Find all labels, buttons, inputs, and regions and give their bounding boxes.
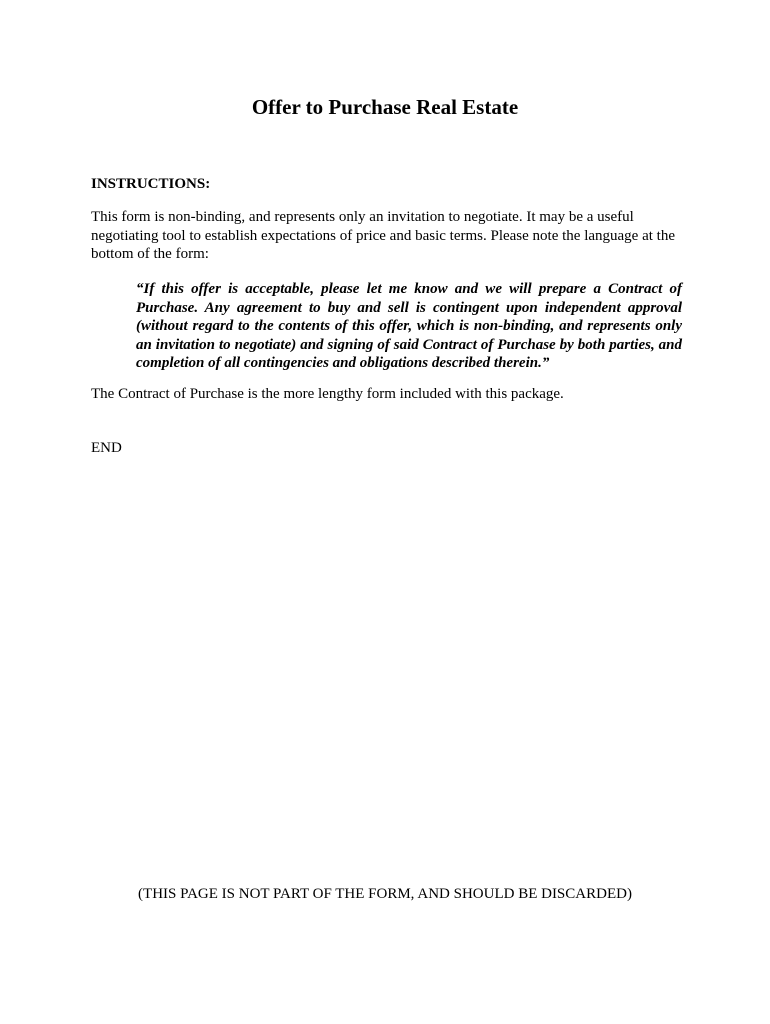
instructions-heading: INSTRUCTIONS: bbox=[91, 176, 211, 192]
discard-notice: (THIS PAGE IS NOT PART OF THE FORM, AND SHOULD BE DISCARDED) bbox=[138, 886, 632, 902]
quoted-form-language: “If this offer is acceptable, please let me know and we will prepare a Contract of Purchase. Any agreement to buy and sell is contingent upon independent approval (without regard to the contents of this offer, which is non-binding, and represents only an invitation to negotiate) and signing of said Contract of Purchase by both parties, and completion of all contingencies and obligations described therein.” bbox=[136, 281, 682, 372]
document-title: Offer to Purchase Real Estate bbox=[251, 95, 519, 119]
contract-note: The Contract of Purchase is the more lengthy form included with this package. bbox=[91, 386, 564, 402]
intro-paragraph: This form is non-binding, and represents only an invitation to negotiate. It may be a useful negotiating tool to establish expectations of price and basic terms. Please note the language at the bottom of the form: bbox=[91, 209, 675, 262]
end-marker: END bbox=[91, 440, 122, 456]
